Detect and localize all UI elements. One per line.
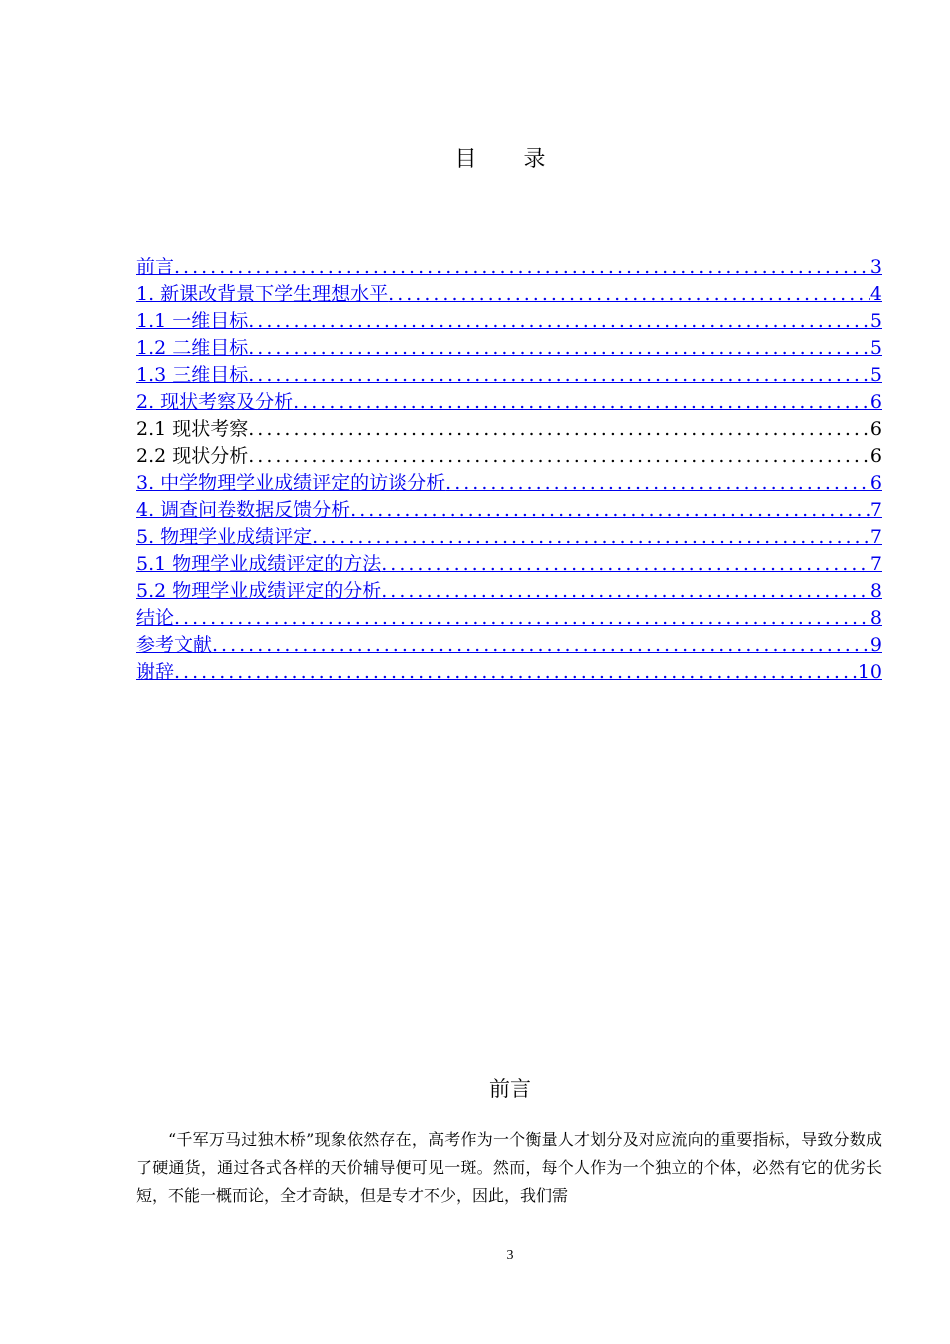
toc-entry-label: 谢辞 xyxy=(136,661,175,683)
toc-entry-label: 3. 中学物理学业成绩评定的访谈分析 xyxy=(136,472,446,494)
toc-dot-leader xyxy=(174,254,870,281)
toc-dot-leader xyxy=(174,659,858,686)
toc-entry-page: 7 xyxy=(869,526,882,548)
toc-entry-page: 6 xyxy=(869,418,882,440)
section-title: 前言 xyxy=(489,1077,531,1101)
toc-dot-leader xyxy=(381,551,870,578)
toc-entry xyxy=(136,443,882,470)
toc-entry-label: 4. 调查问卷数据反馈分析 xyxy=(136,499,351,521)
toc-entry[interactable] xyxy=(136,497,882,524)
toc-entry-page: 9 xyxy=(869,634,882,656)
toc-dot-leader xyxy=(212,632,870,659)
toc-entry-label: 2. 现状考察及分析 xyxy=(136,391,294,413)
toc-entry-page: 10 xyxy=(857,661,882,683)
toc-entry-label: 5.2 物理学业成绩评定的分析 xyxy=(136,580,382,602)
toc-entry-page: 5 xyxy=(869,364,882,386)
page-number: 3 xyxy=(506,1248,514,1263)
toc-entry[interactable] xyxy=(136,659,882,686)
toc-entry-label: 结论 xyxy=(136,607,175,629)
toc-entry-page: 5 xyxy=(869,310,882,332)
table-of-contents xyxy=(136,254,882,686)
toc-dot-leader xyxy=(248,443,870,470)
toc-entry-label: 5.1 物理学业成绩评定的方法 xyxy=(136,553,382,575)
toc-entry-page: 8 xyxy=(869,607,882,629)
toc-entry[interactable] xyxy=(136,578,882,605)
toc-dot-leader xyxy=(174,605,870,632)
toc-dot-leader xyxy=(293,389,870,416)
toc-entry-page: 4 xyxy=(869,283,882,305)
toc-entry-label: 1. 新课改背景下学生理想水平 xyxy=(136,283,389,305)
toc-dot-leader xyxy=(381,578,870,605)
body-paragraph: “千军万马过独木桥”现象依然存在，高考作为一个衡量人才划分及对应流向的重要指标，导致分数成了硬通货，通过各式各样的天价辅导便可见一斑。然而，每个人作为一个独立的个体，必然有它的优劣长短，不能一概而论，全才奇缺，但是专才不少，因此，我们需 xyxy=(136,1130,882,1205)
toc-entry[interactable] xyxy=(136,389,882,416)
toc-entry[interactable] xyxy=(136,470,882,497)
toc-dot-leader xyxy=(350,497,870,524)
toc-dot-leader xyxy=(248,362,870,389)
toc-entry-page: 3 xyxy=(869,256,882,278)
toc-entry-page: 6 xyxy=(869,472,882,494)
toc-entry xyxy=(136,416,882,443)
toc-dot-leader xyxy=(248,416,870,443)
toc-entry[interactable] xyxy=(136,308,882,335)
toc-entry-page: 8 xyxy=(869,580,882,602)
toc-entry-label: 2.1 现状考察 xyxy=(136,418,249,440)
toc-entry-page: 6 xyxy=(869,391,882,413)
toc-entry-label: 参考文献 xyxy=(136,634,213,656)
toc-dot-leader xyxy=(312,524,870,551)
toc-entry-label: 1.2 二维目标 xyxy=(136,337,249,359)
toc-entry[interactable] xyxy=(136,362,882,389)
toc-dot-leader xyxy=(388,281,870,308)
toc-entry-label: 2.2 现状分析 xyxy=(136,445,249,467)
toc-dot-leader xyxy=(445,470,870,497)
toc-entry[interactable] xyxy=(136,605,882,632)
toc-entry[interactable] xyxy=(136,254,882,281)
toc-dot-leader xyxy=(248,308,870,335)
toc-entry-page: 7 xyxy=(869,553,882,575)
toc-entry-label: 5. 物理学业成绩评定 xyxy=(136,526,313,548)
toc-entry-label: 前言 xyxy=(136,256,175,278)
toc-entry[interactable] xyxy=(136,524,882,551)
toc-entry[interactable] xyxy=(136,632,882,659)
toc-entry-page: 7 xyxy=(869,499,882,521)
toc-entry[interactable] xyxy=(136,335,882,362)
toc-entry[interactable] xyxy=(136,551,882,578)
toc-entry[interactable] xyxy=(136,281,882,308)
toc-entry-page: 6 xyxy=(869,445,882,467)
toc-entry-page: 5 xyxy=(869,337,882,359)
toc-title: 目 录 xyxy=(454,147,566,172)
toc-entry-label: 1.1 一维目标 xyxy=(136,310,249,332)
toc-entry-label: 1.3 三维目标 xyxy=(136,364,249,386)
toc-dot-leader xyxy=(248,335,870,362)
